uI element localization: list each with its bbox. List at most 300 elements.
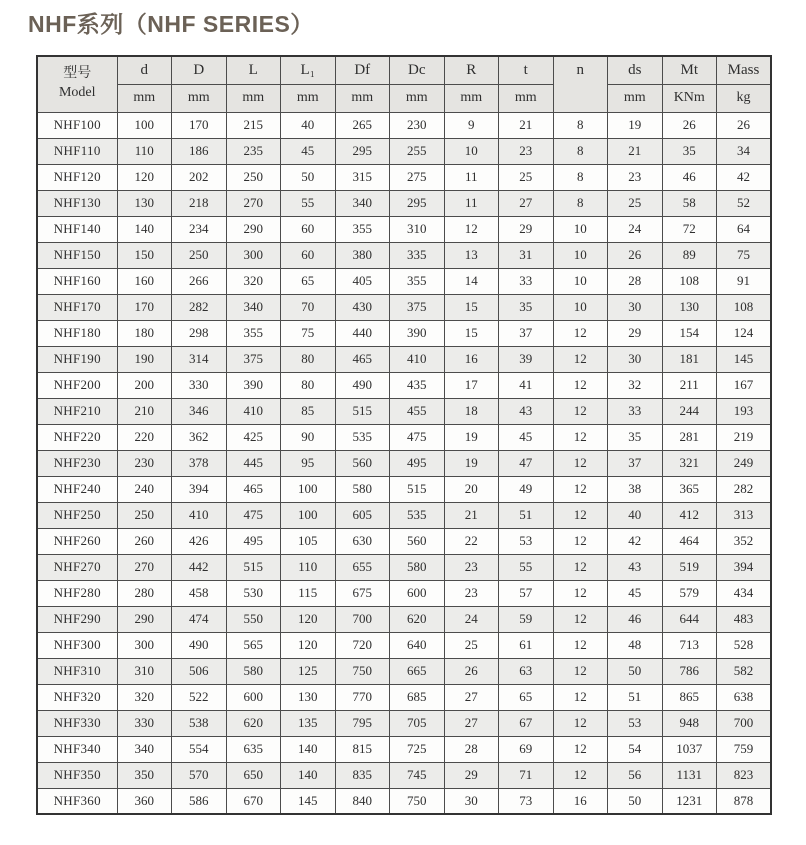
cell-Dc: 640	[390, 632, 445, 658]
cell-ds: 46	[608, 606, 663, 632]
cell-n: 12	[553, 476, 608, 502]
cell-ds: 26	[608, 242, 663, 268]
cell-ds: 28	[608, 268, 663, 294]
cell-ds: 24	[608, 216, 663, 242]
cell-Df: 440	[335, 320, 390, 346]
column-header-D: D	[172, 56, 227, 84]
cell-model: NHF110	[37, 138, 117, 164]
cell-model: NHF230	[37, 450, 117, 476]
cell-n: 12	[553, 762, 608, 788]
table-row	[37, 502, 771, 528]
cell-L1: 125	[281, 658, 336, 684]
cell-ds: 45	[608, 580, 663, 606]
table-row	[37, 138, 771, 164]
column-header-d: d	[117, 56, 172, 84]
cell-Mt: 281	[662, 424, 717, 450]
cell-Dc: 390	[390, 320, 445, 346]
cell-L1: 65	[281, 268, 336, 294]
cell-L: 425	[226, 424, 281, 450]
cell-L: 530	[226, 580, 281, 606]
cell-Mt: 579	[662, 580, 717, 606]
cell-Mass: 434	[717, 580, 772, 606]
cell-Mt: 786	[662, 658, 717, 684]
cell-t: 25	[499, 164, 554, 190]
table-row	[37, 346, 771, 372]
cell-Df: 750	[335, 658, 390, 684]
cell-L1: 80	[281, 346, 336, 372]
cell-t: 57	[499, 580, 554, 606]
cell-d: 100	[117, 112, 172, 138]
cell-Mt: 154	[662, 320, 717, 346]
cell-model: NHF240	[37, 476, 117, 502]
cell-t: 35	[499, 294, 554, 320]
cell-Mt: 35	[662, 138, 717, 164]
cell-Dc: 745	[390, 762, 445, 788]
cell-d: 350	[117, 762, 172, 788]
cell-L1: 95	[281, 450, 336, 476]
cell-Mass: 26	[717, 112, 772, 138]
cell-R: 15	[444, 320, 499, 346]
cell-Df: 315	[335, 164, 390, 190]
cell-Dc: 455	[390, 398, 445, 424]
cell-Mass: 34	[717, 138, 772, 164]
cell-L: 635	[226, 736, 281, 762]
cell-Mt: 519	[662, 554, 717, 580]
cell-Dc: 725	[390, 736, 445, 762]
cell-d: 210	[117, 398, 172, 424]
cell-R: 17	[444, 372, 499, 398]
table-row	[37, 684, 771, 710]
cell-ds: 30	[608, 294, 663, 320]
cell-Mt: 1037	[662, 736, 717, 762]
cell-L1: 145	[281, 788, 336, 814]
cell-d: 240	[117, 476, 172, 502]
cell-model: NHF140	[37, 216, 117, 242]
cell-Mt: 1131	[662, 762, 717, 788]
cell-Mass: 42	[717, 164, 772, 190]
cell-Mass: 528	[717, 632, 772, 658]
cell-d: 310	[117, 658, 172, 684]
cell-L: 270	[226, 190, 281, 216]
cell-D: 538	[172, 710, 227, 736]
cell-ds: 21	[608, 138, 663, 164]
cell-d: 130	[117, 190, 172, 216]
cell-n: 16	[553, 788, 608, 814]
cell-d: 330	[117, 710, 172, 736]
cell-Mass: 759	[717, 736, 772, 762]
spec-table	[36, 55, 772, 815]
cell-D: 490	[172, 632, 227, 658]
cell-Df: 265	[335, 112, 390, 138]
table-row	[37, 372, 771, 398]
cell-L: 650	[226, 762, 281, 788]
table-row	[37, 788, 771, 814]
cell-R: 16	[444, 346, 499, 372]
column-unit-R: mm	[444, 84, 499, 112]
cell-Dc: 375	[390, 294, 445, 320]
cell-n: 12	[553, 736, 608, 762]
cell-D: 266	[172, 268, 227, 294]
cell-ds: 50	[608, 788, 663, 814]
cell-Mass: 700	[717, 710, 772, 736]
cell-d: 140	[117, 216, 172, 242]
table-row	[37, 606, 771, 632]
cell-t: 43	[499, 398, 554, 424]
cell-D: 506	[172, 658, 227, 684]
cell-L1: 120	[281, 606, 336, 632]
cell-R: 23	[444, 554, 499, 580]
cell-Mass: 394	[717, 554, 772, 580]
cell-n: 12	[553, 710, 608, 736]
cell-n: 8	[553, 190, 608, 216]
table-row	[37, 632, 771, 658]
cell-D: 218	[172, 190, 227, 216]
cell-D: 426	[172, 528, 227, 554]
column-header-t: t	[499, 56, 554, 84]
cell-L1: 80	[281, 372, 336, 398]
cell-L1: 45	[281, 138, 336, 164]
table-body	[37, 112, 771, 814]
cell-R: 12	[444, 216, 499, 242]
table-row	[37, 736, 771, 762]
cell-Dc: 435	[390, 372, 445, 398]
cell-Mass: 282	[717, 476, 772, 502]
cell-L: 215	[226, 112, 281, 138]
cell-ds: 30	[608, 346, 663, 372]
cell-R: 23	[444, 580, 499, 606]
cell-Mt: 644	[662, 606, 717, 632]
column-header-Mt: Mt	[662, 56, 717, 84]
cell-L: 290	[226, 216, 281, 242]
cell-model: NHF360	[37, 788, 117, 814]
cell-ds: 19	[608, 112, 663, 138]
cell-Df: 295	[335, 138, 390, 164]
cell-ds: 51	[608, 684, 663, 710]
cell-d: 360	[117, 788, 172, 814]
column-unit-ds: mm	[608, 84, 663, 112]
cell-Mt: 26	[662, 112, 717, 138]
table-row	[37, 112, 771, 138]
cell-R: 30	[444, 788, 499, 814]
cell-Dc: 495	[390, 450, 445, 476]
cell-Mass: 249	[717, 450, 772, 476]
cell-D: 586	[172, 788, 227, 814]
cell-Mt: 72	[662, 216, 717, 242]
cell-model: NHF290	[37, 606, 117, 632]
column-header-L1: L₁	[281, 56, 336, 84]
cell-t: 31	[499, 242, 554, 268]
cell-D: 298	[172, 320, 227, 346]
cell-ds: 42	[608, 528, 663, 554]
column-unit-Mass: kg	[717, 84, 772, 112]
cell-L1: 60	[281, 242, 336, 268]
cell-D: 378	[172, 450, 227, 476]
cell-L1: 100	[281, 502, 336, 528]
cell-D: 202	[172, 164, 227, 190]
cell-Df: 605	[335, 502, 390, 528]
cell-n: 12	[553, 424, 608, 450]
cell-t: 37	[499, 320, 554, 346]
cell-Mt: 464	[662, 528, 717, 554]
cell-R: 20	[444, 476, 499, 502]
cell-n: 12	[553, 684, 608, 710]
cell-Mass: 91	[717, 268, 772, 294]
cell-model: NHF340	[37, 736, 117, 762]
cell-model: NHF200	[37, 372, 117, 398]
cell-R: 21	[444, 502, 499, 528]
cell-D: 570	[172, 762, 227, 788]
cell-ds: 43	[608, 554, 663, 580]
cell-Df: 720	[335, 632, 390, 658]
cell-L1: 140	[281, 762, 336, 788]
table-row	[37, 554, 771, 580]
cell-Mass: 638	[717, 684, 772, 710]
cell-Mass: 219	[717, 424, 772, 450]
cell-n: 12	[553, 346, 608, 372]
cell-Mt: 713	[662, 632, 717, 658]
cell-Dc: 580	[390, 554, 445, 580]
cell-Mass: 352	[717, 528, 772, 554]
cell-Mt: 89	[662, 242, 717, 268]
column-header-model-en: Model	[58, 85, 96, 101]
cell-d: 340	[117, 736, 172, 762]
cell-ds: 37	[608, 450, 663, 476]
cell-n: 12	[553, 528, 608, 554]
cell-Mt: 244	[662, 398, 717, 424]
cell-ds: 54	[608, 736, 663, 762]
table-row	[37, 190, 771, 216]
cell-d: 280	[117, 580, 172, 606]
cell-ds: 33	[608, 398, 663, 424]
cell-Dc: 295	[390, 190, 445, 216]
cell-R: 10	[444, 138, 499, 164]
cell-Mass: 193	[717, 398, 772, 424]
cell-R: 11	[444, 164, 499, 190]
cell-Df: 840	[335, 788, 390, 814]
cell-t: 33	[499, 268, 554, 294]
column-header-Mass: Mass	[717, 56, 772, 84]
table-row	[37, 450, 771, 476]
cell-n: 10	[553, 268, 608, 294]
cell-model: NHF280	[37, 580, 117, 606]
cell-R: 9	[444, 112, 499, 138]
cell-d: 110	[117, 138, 172, 164]
cell-D: 362	[172, 424, 227, 450]
table-row	[37, 762, 771, 788]
cell-n: 12	[553, 606, 608, 632]
cell-d: 160	[117, 268, 172, 294]
column-header-Df: Df	[335, 56, 390, 84]
cell-t: 41	[499, 372, 554, 398]
cell-Dc: 750	[390, 788, 445, 814]
cell-Mt: 211	[662, 372, 717, 398]
cell-Df: 815	[335, 736, 390, 762]
cell-L1: 40	[281, 112, 336, 138]
cell-Mt: 108	[662, 268, 717, 294]
cell-L: 670	[226, 788, 281, 814]
cell-L: 390	[226, 372, 281, 398]
column-unit-L1: mm	[281, 84, 336, 112]
cell-Mass: 167	[717, 372, 772, 398]
cell-Mt: 412	[662, 502, 717, 528]
cell-Dc: 705	[390, 710, 445, 736]
cell-d: 120	[117, 164, 172, 190]
cell-R: 18	[444, 398, 499, 424]
cell-Mass: 124	[717, 320, 772, 346]
cell-R: 13	[444, 242, 499, 268]
cell-Df: 700	[335, 606, 390, 632]
cell-R: 14	[444, 268, 499, 294]
cell-n: 12	[553, 502, 608, 528]
cell-n: 12	[553, 632, 608, 658]
cell-Df: 515	[335, 398, 390, 424]
cell-n: 12	[553, 320, 608, 346]
cell-Df: 630	[335, 528, 390, 554]
cell-L: 495	[226, 528, 281, 554]
cell-L: 465	[226, 476, 281, 502]
cell-ds: 32	[608, 372, 663, 398]
cell-Mt: 130	[662, 294, 717, 320]
cell-model: NHF170	[37, 294, 117, 320]
column-header-L: L	[226, 56, 281, 84]
cell-Df: 355	[335, 216, 390, 242]
cell-n: 10	[553, 242, 608, 268]
cell-L1: 85	[281, 398, 336, 424]
cell-L1: 105	[281, 528, 336, 554]
cell-L1: 60	[281, 216, 336, 242]
column-unit-t: mm	[499, 84, 554, 112]
cell-L: 320	[226, 268, 281, 294]
cell-Mass: 823	[717, 762, 772, 788]
column-header-model-cn: 型号	[63, 66, 92, 82]
cell-d: 220	[117, 424, 172, 450]
cell-model: NHF150	[37, 242, 117, 268]
cell-t: 59	[499, 606, 554, 632]
cell-R: 28	[444, 736, 499, 762]
cell-D: 554	[172, 736, 227, 762]
cell-Dc: 410	[390, 346, 445, 372]
cell-D: 410	[172, 502, 227, 528]
cell-L: 550	[226, 606, 281, 632]
cell-n: 12	[553, 372, 608, 398]
cell-t: 21	[499, 112, 554, 138]
cell-R: 19	[444, 424, 499, 450]
cell-t: 71	[499, 762, 554, 788]
cell-n: 10	[553, 294, 608, 320]
cell-L: 600	[226, 684, 281, 710]
cell-t: 61	[499, 632, 554, 658]
cell-Df: 835	[335, 762, 390, 788]
cell-Mass: 878	[717, 788, 772, 814]
cell-Mt: 365	[662, 476, 717, 502]
cell-L1: 70	[281, 294, 336, 320]
header-row-units	[37, 84, 771, 112]
cell-d: 150	[117, 242, 172, 268]
cell-Df: 655	[335, 554, 390, 580]
cell-L: 475	[226, 502, 281, 528]
cell-D: 346	[172, 398, 227, 424]
cell-L: 235	[226, 138, 281, 164]
cell-R: 27	[444, 684, 499, 710]
cell-model: NHF100	[37, 112, 117, 138]
cell-Dc: 255	[390, 138, 445, 164]
cell-L: 445	[226, 450, 281, 476]
cell-L: 300	[226, 242, 281, 268]
table-row	[37, 580, 771, 606]
cell-L: 515	[226, 554, 281, 580]
cell-model: NHF260	[37, 528, 117, 554]
header-row-symbols	[37, 56, 771, 84]
column-unit-L: mm	[226, 84, 281, 112]
cell-n: 8	[553, 138, 608, 164]
cell-Dc: 620	[390, 606, 445, 632]
cell-L1: 135	[281, 710, 336, 736]
cell-model: NHF180	[37, 320, 117, 346]
cell-t: 23	[499, 138, 554, 164]
cell-L: 410	[226, 398, 281, 424]
cell-model: NHF210	[37, 398, 117, 424]
cell-L: 375	[226, 346, 281, 372]
table-row	[37, 528, 771, 554]
column-header-R: R	[444, 56, 499, 84]
cell-L1: 110	[281, 554, 336, 580]
cell-Df: 380	[335, 242, 390, 268]
cell-R: 19	[444, 450, 499, 476]
cell-Mt: 46	[662, 164, 717, 190]
cell-model: NHF320	[37, 684, 117, 710]
cell-d: 190	[117, 346, 172, 372]
cell-t: 65	[499, 684, 554, 710]
cell-n: 12	[553, 580, 608, 606]
cell-L1: 50	[281, 164, 336, 190]
cell-t: 47	[499, 450, 554, 476]
table-row	[37, 294, 771, 320]
cell-L: 580	[226, 658, 281, 684]
cell-Df: 795	[335, 710, 390, 736]
cell-ds: 50	[608, 658, 663, 684]
cell-ds: 38	[608, 476, 663, 502]
column-header-model	[37, 56, 117, 112]
cell-Df: 560	[335, 450, 390, 476]
cell-D: 442	[172, 554, 227, 580]
cell-d: 270	[117, 554, 172, 580]
cell-Mass: 313	[717, 502, 772, 528]
cell-model: NHF350	[37, 762, 117, 788]
cell-Dc: 600	[390, 580, 445, 606]
cell-Mass: 64	[717, 216, 772, 242]
cell-ds: 40	[608, 502, 663, 528]
cell-t: 39	[499, 346, 554, 372]
cell-t: 51	[499, 502, 554, 528]
cell-Dc: 335	[390, 242, 445, 268]
cell-n: 12	[553, 554, 608, 580]
cell-R: 26	[444, 658, 499, 684]
cell-n: 12	[553, 398, 608, 424]
cell-Mt: 58	[662, 190, 717, 216]
cell-Dc: 560	[390, 528, 445, 554]
cell-Mt: 1231	[662, 788, 717, 814]
cell-R: 15	[444, 294, 499, 320]
cell-Dc: 275	[390, 164, 445, 190]
column-header-n: n	[553, 56, 608, 112]
cell-R: 11	[444, 190, 499, 216]
cell-L: 355	[226, 320, 281, 346]
table-row	[37, 268, 771, 294]
cell-Mt: 865	[662, 684, 717, 710]
table-header	[37, 56, 771, 112]
cell-ds: 48	[608, 632, 663, 658]
cell-D: 250	[172, 242, 227, 268]
